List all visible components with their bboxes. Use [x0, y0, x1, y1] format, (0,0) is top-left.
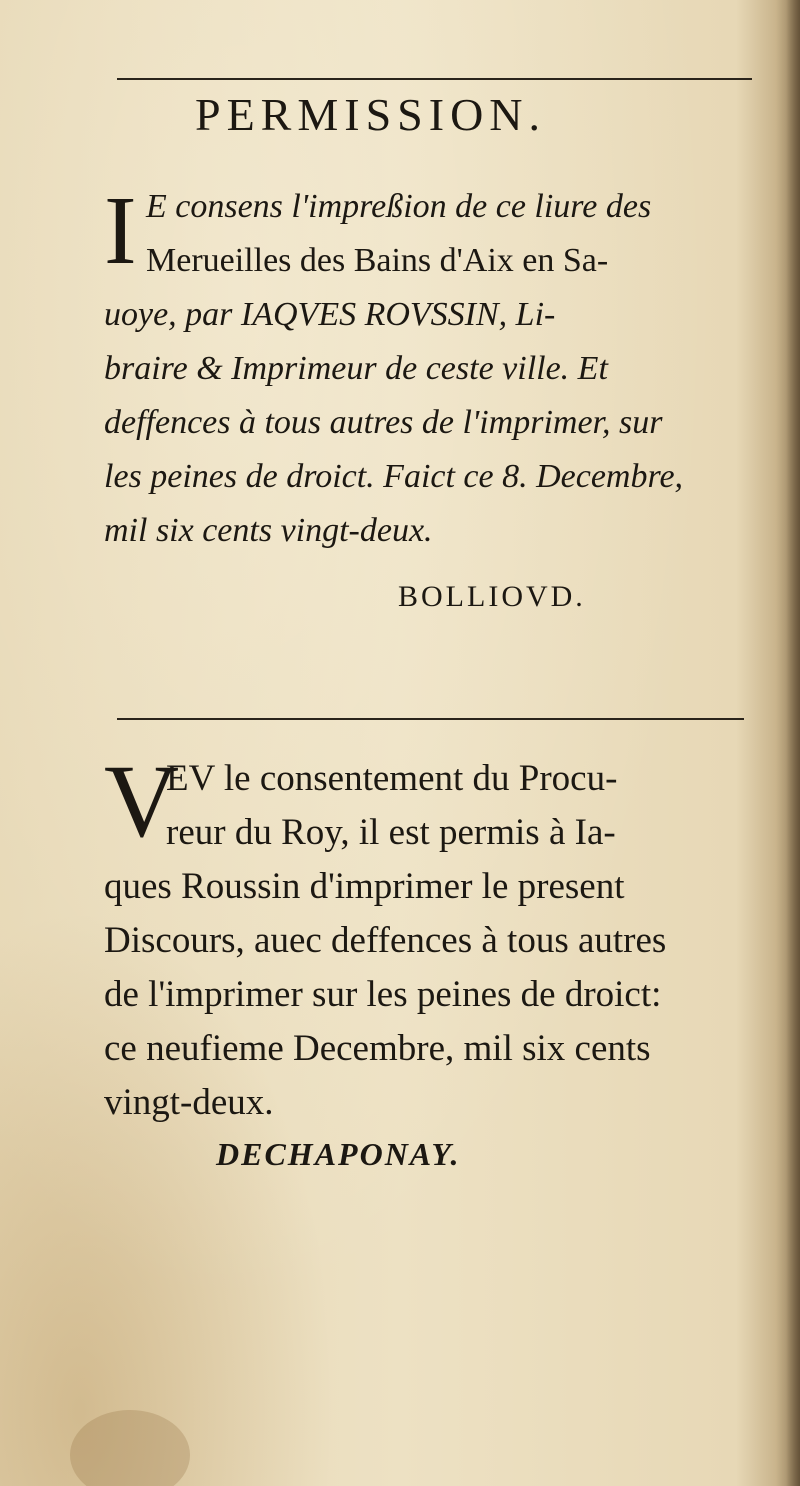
consent-line: reur du Roy, il est permis à Ia- [166, 812, 616, 853]
permission-line: E consens l'impreßion de ce liure des [146, 188, 652, 225]
signature-dechaponay: DECHAPONAY. [216, 1136, 461, 1172]
permission-line: deffences à tous autres de l'imprimer, sur [104, 404, 663, 441]
permission-line: les peines de droict. Faict ce 8. Decembre, [104, 458, 684, 495]
signature-bolliovd: BOLLIOVD. [398, 580, 586, 613]
consent-line: vingt-deux. [104, 1082, 274, 1123]
consent-line: Discours, auec deffences à tous autres [104, 920, 667, 961]
consent-line: de l'imprimer sur les peines de droict: [104, 974, 662, 1015]
middle-rule [117, 718, 744, 720]
permission-line: Merueilles des Bains d'Aix en Sa- [146, 242, 609, 279]
consent-line: EV le consentement du Procu- [166, 758, 618, 799]
permission-line: mil six cents vingt-deux. [104, 512, 433, 549]
stain [70, 1410, 190, 1486]
permission-line: uoye, par IAQVES ROVSSIN, Li- [104, 296, 556, 333]
page-edge-shadow [786, 0, 800, 1486]
permission-text [104, 177, 764, 558]
drop-cap-v: V [104, 744, 180, 859]
page-heading: PERMISSION. [195, 89, 547, 140]
permission-line: braire & Imprimeur de ceste ville. Et [104, 350, 608, 387]
top-rule [117, 78, 752, 80]
consent-line: ce neufieme Decembre, mil six cents [104, 1028, 651, 1069]
drop-cap-i: I [104, 177, 137, 285]
consent-text [104, 744, 764, 1130]
consent-line: ques Roussin d'imprimer le present [104, 866, 625, 907]
